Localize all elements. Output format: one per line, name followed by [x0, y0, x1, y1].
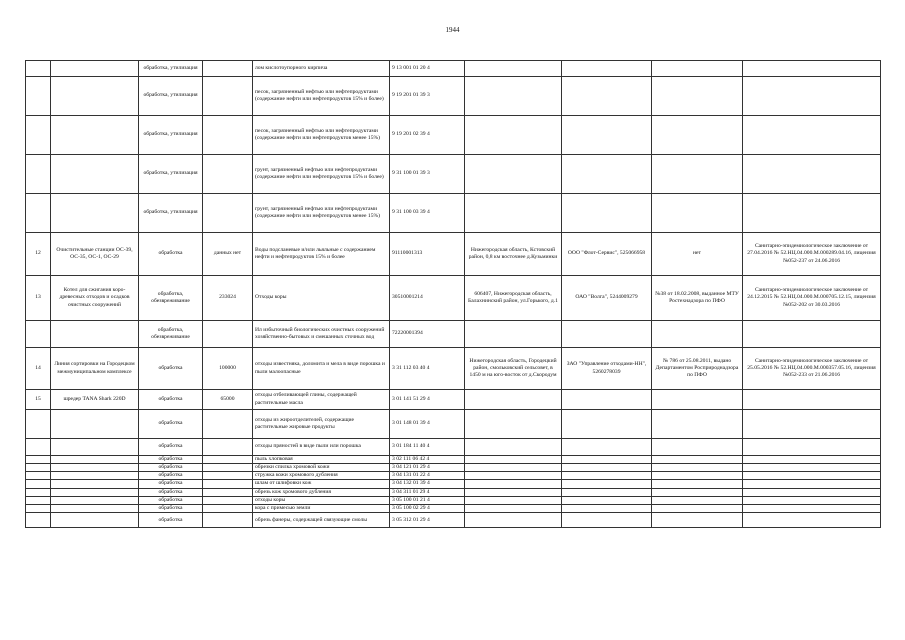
facility-address-cell: [465, 472, 562, 480]
waste-name-cell: песок, загрязненный нефтью или нефтепродуктами (содержание нефти или нефтепродуктов 15% и более): [253, 77, 390, 116]
facility-address-cell: [465, 504, 562, 512]
sanitary-conclusion-cell: [743, 77, 881, 116]
sanitary-conclusion-cell: [743, 488, 881, 496]
facility-address-cell: [465, 496, 562, 504]
sanitary-conclusion-cell: [743, 504, 881, 512]
facility-address-cell: [465, 390, 562, 410]
site-code-cell: [203, 61, 253, 77]
license-info-cell: №38 от 18.02.2008, выданное МТУ Ростехнадзора по ПФО: [652, 276, 743, 321]
site-code-cell: данных нет: [203, 233, 253, 276]
license-info-cell: [652, 155, 743, 194]
row-number-cell: [26, 496, 51, 504]
facility-object-cell: [51, 480, 139, 488]
sanitary-conclusion-cell: [743, 513, 881, 528]
site-code-cell: 233024: [203, 276, 253, 321]
site-code-cell: [203, 513, 253, 528]
sanitary-conclusion-cell: [743, 410, 881, 439]
activity-type-cell: обработка: [139, 488, 203, 496]
site-code-cell: [203, 439, 253, 456]
sanitary-conclusion-cell: [743, 61, 881, 77]
facility-address-cell: Нижегородская область, Городецкий район, смольковский сельсовет, в 1450 м на юго-восток от д.Скородум: [465, 348, 562, 390]
table-row: [26, 116, 881, 155]
waste-name-cell: отходы пряностей в виде пыли или порошка: [253, 439, 390, 456]
site-code-cell: [203, 155, 253, 194]
waste-name-cell: Воды подсланевые и/или льяльные с содержанием нефти и нефтепродуктов 15% и более: [253, 233, 390, 276]
table-row: [26, 439, 881, 456]
site-code-cell: [203, 194, 253, 233]
row-number-cell: [26, 194, 51, 233]
facility-object-cell: [51, 464, 139, 472]
waste-name-cell: обрезки спилка хромовой кожи: [253, 464, 390, 472]
facility-address-cell: [465, 439, 562, 456]
facility-address-cell: [465, 61, 562, 77]
license-info-cell: [652, 61, 743, 77]
table-row: [26, 194, 881, 233]
license-info-cell: [652, 488, 743, 496]
license-info-cell: [652, 390, 743, 410]
activity-type-cell: обработка: [139, 233, 203, 276]
operator-inn-cell: [562, 513, 652, 528]
facility-object-cell: [51, 439, 139, 456]
activity-type-cell: обработка: [139, 456, 203, 464]
license-info-cell: нет: [652, 233, 743, 276]
row-number-cell: 12: [26, 233, 51, 276]
row-number-cell: [26, 439, 51, 456]
facility-object-cell: [51, 116, 139, 155]
facility-address-cell: [465, 456, 562, 464]
sanitary-conclusion-cell: [743, 439, 881, 456]
row-number-cell: [26, 116, 51, 155]
row-number-cell: [26, 472, 51, 480]
waste-name-cell: отходы известняка, доломита и мела в виде порошка и пыли малоопасные: [253, 348, 390, 390]
row-number-cell: [26, 488, 51, 496]
license-info-cell: [652, 116, 743, 155]
license-info-cell: [652, 456, 743, 464]
site-code-cell: [203, 488, 253, 496]
row-number-cell: [26, 155, 51, 194]
table-row: [26, 155, 881, 194]
operator-inn-cell: [562, 77, 652, 116]
table-row: [26, 488, 881, 496]
waste-name-cell: шлам от шлифовки кож: [253, 480, 390, 488]
site-code-cell: [203, 464, 253, 472]
operator-inn-cell: [562, 472, 652, 480]
facility-address-cell: [465, 464, 562, 472]
license-info-cell: [652, 472, 743, 480]
facility-address-cell: 606407, Нижегородская область, Балахнинский район, ул.Горького, д.1: [465, 276, 562, 321]
license-info-cell: [652, 439, 743, 456]
activity-type-cell: обработка: [139, 348, 203, 390]
facility-object-cell: [51, 472, 139, 480]
operator-inn-cell: ОАО "Волга", 5244009279: [562, 276, 652, 321]
activity-type-cell: обработка: [139, 496, 203, 504]
waste-name-cell: пыль хлопковая: [253, 456, 390, 464]
fkko-code-cell: 3 04 131 01 22 4: [390, 472, 465, 480]
activity-type-cell: обработка, утилизация: [139, 61, 203, 77]
waste-name-cell: Отходы коры: [253, 276, 390, 321]
waste-name-cell: Ил избыточный биологических очистных сооружений хозяйственно-бытовых и смешанных сточных вод: [253, 321, 390, 348]
sanitary-conclusion-cell: [743, 496, 881, 504]
activity-type-cell: обработка: [139, 504, 203, 512]
activity-type-cell: обработка: [139, 480, 203, 488]
facility-object-cell: [51, 488, 139, 496]
fkko-code-cell: 3 05 312 01 29 4: [390, 513, 465, 528]
table-row: [26, 456, 881, 464]
facility-object-cell: шредер TANA Shark 220D: [51, 390, 139, 410]
facility-object-cell: [51, 155, 139, 194]
sanitary-conclusion-cell: [743, 116, 881, 155]
waste-name-cell: обрезь фанеры, содержащей связующие смолы: [253, 513, 390, 528]
table-row: [26, 77, 881, 116]
table-row: [26, 472, 881, 480]
table-row: [26, 496, 881, 504]
activity-type-cell: обработка, утилизация: [139, 77, 203, 116]
table-row: [26, 321, 881, 348]
waste-facility-table: [25, 60, 881, 528]
operator-inn-cell: [562, 488, 652, 496]
sanitary-conclusion-cell: [743, 194, 881, 233]
facility-address-cell: Нижегородская область, Кстовский район, 0,8 км восточнее д.Кузьминки: [465, 233, 562, 276]
row-number-cell: [26, 410, 51, 439]
row-number-cell: 14: [26, 348, 51, 390]
waste-name-cell: обрезь кож хромового дубления: [253, 488, 390, 496]
table-row: [26, 410, 881, 439]
activity-type-cell: обработка: [139, 390, 203, 410]
fkko-code-cell: 9 31 100 03 39 4: [390, 194, 465, 233]
sanitary-conclusion-cell: [743, 155, 881, 194]
facility-address-cell: [465, 77, 562, 116]
sanitary-conclusion-cell: Санитарно-эпидемиологическое заключение от 27.04.2016 № 52.НЦ.04.000.М.000289.04.16, лицензия №052-237 от 24.06.2016: [743, 233, 881, 276]
fkko-code-cell: 3 04 121 01 29 4: [390, 464, 465, 472]
facility-object-cell: [51, 496, 139, 504]
page-number: 1944: [445, 26, 460, 34]
facility-address-cell: [465, 155, 562, 194]
facility-object-cell: Линия сортировки на Городецком межмуниципальном комплексе: [51, 348, 139, 390]
row-number-cell: [26, 480, 51, 488]
operator-inn-cell: [562, 116, 652, 155]
fkko-code-cell: 3 05 100 01 21 4: [390, 496, 465, 504]
facility-object-cell: [51, 456, 139, 464]
fkko-code-cell: 9 19 201 02 39 4: [390, 116, 465, 155]
fkko-code-cell: 9 19 201 01 39 3: [390, 77, 465, 116]
sanitary-conclusion-cell: [743, 390, 881, 410]
license-info-cell: № 786 от 25.08.2011, выдано Департаментом Росприроднадзора по ПФО: [652, 348, 743, 390]
fkko-code-cell: 3 01 148 01 39 4: [390, 410, 465, 439]
operator-inn-cell: [562, 480, 652, 488]
facility-object-cell: [51, 504, 139, 512]
site-code-cell: [203, 480, 253, 488]
waste-name-cell: отходы отбеливающей глины, содержащей растительные масла: [253, 390, 390, 410]
facility-object-cell: [51, 194, 139, 233]
activity-type-cell: обработка, утилизация: [139, 116, 203, 155]
sanitary-conclusion-cell: [743, 480, 881, 488]
sanitary-conclusion-cell: [743, 321, 881, 348]
site-code-cell: 100000: [203, 348, 253, 390]
activity-type-cell: обработка: [139, 439, 203, 456]
row-number-cell: [26, 464, 51, 472]
waste-name-cell: лом кислотоупорного кирпича: [253, 61, 390, 77]
facility-object-cell: Очистительные станции ОС-39, ОС-35, ОС-1, ОС-29: [51, 233, 139, 276]
table-row: [26, 233, 881, 276]
operator-inn-cell: [562, 439, 652, 456]
site-code-cell: 65000: [203, 390, 253, 410]
table-row: [26, 504, 881, 512]
row-number-cell: 13: [26, 276, 51, 321]
operator-inn-cell: [562, 410, 652, 439]
operator-inn-cell: ЗАО "Управление отходами-НН", 5260278039: [562, 348, 652, 390]
facility-address-cell: [465, 513, 562, 528]
table-row: [26, 513, 881, 528]
table-row: [26, 276, 881, 321]
waste-name-cell: кора с примесью земли: [253, 504, 390, 512]
facility-address-cell: [465, 194, 562, 233]
fkko-code-cell: 3 01 184 11 40 4: [390, 439, 465, 456]
license-info-cell: [652, 513, 743, 528]
operator-inn-cell: [562, 504, 652, 512]
operator-inn-cell: [562, 456, 652, 464]
sanitary-conclusion-cell: Санитарно-эпидемиологическое заключение от 25.05.2016 № 52.НЦ.04.000.М.000357.05.16, лицензия №052-233 от 21.06.2016: [743, 348, 881, 390]
sanitary-conclusion-cell: [743, 456, 881, 464]
fkko-code-cell: 9 13 001 01 20 4: [390, 61, 465, 77]
license-info-cell: [652, 410, 743, 439]
table-row: [26, 464, 881, 472]
site-code-cell: [203, 456, 253, 464]
table-row: [26, 61, 881, 77]
license-info-cell: [652, 504, 743, 512]
sanitary-conclusion-cell: [743, 464, 881, 472]
fkko-code-cell: 3 05 100 02 29 4: [390, 504, 465, 512]
license-info-cell: [652, 321, 743, 348]
row-number-cell: [26, 61, 51, 77]
table-row: [26, 390, 881, 410]
facility-object-cell: [51, 77, 139, 116]
license-info-cell: [652, 496, 743, 504]
table-row: [26, 348, 881, 390]
waste-name-cell: стружка кожи хромового дубления: [253, 472, 390, 480]
activity-type-cell: обработка: [139, 513, 203, 528]
activity-type-cell: обработка, обезвреживание: [139, 276, 203, 321]
site-code-cell: [203, 410, 253, 439]
license-info-cell: [652, 77, 743, 116]
operator-inn-cell: [562, 496, 652, 504]
waste-name-cell: песок, загрязненный нефтью или нефтепродуктами (содержание нефти или нефтепродуктов менее 15%): [253, 116, 390, 155]
operator-inn-cell: [562, 464, 652, 472]
operator-inn-cell: ООО "Флот-Сервис", 525066958: [562, 233, 652, 276]
activity-type-cell: обработка: [139, 472, 203, 480]
license-info-cell: [652, 194, 743, 233]
fkko-code-cell: 3 04 132 01 39 4: [390, 480, 465, 488]
facility-object-cell: [51, 61, 139, 77]
fkko-code-cell: 91110001313: [390, 233, 465, 276]
activity-type-cell: обработка, утилизация: [139, 194, 203, 233]
sanitary-conclusion-cell: [743, 472, 881, 480]
operator-inn-cell: [562, 61, 652, 77]
table-row: [26, 480, 881, 488]
operator-inn-cell: [562, 321, 652, 348]
facility-address-cell: [465, 116, 562, 155]
operator-inn-cell: [562, 155, 652, 194]
activity-type-cell: обработка, обезвреживание: [139, 321, 203, 348]
activity-type-cell: обработка: [139, 464, 203, 472]
row-number-cell: [26, 77, 51, 116]
facility-address-cell: [465, 410, 562, 439]
waste-name-cell: грунт, загрязненный нефтью или нефтепродуктами (содержание нефти или нефтепродуктов 15% и более): [253, 155, 390, 194]
row-number-cell: [26, 321, 51, 348]
activity-type-cell: обработка: [139, 410, 203, 439]
row-number-cell: [26, 513, 51, 528]
fkko-code-cell: 3 02 111 06 42 4: [390, 456, 465, 464]
facility-object-cell: [51, 410, 139, 439]
row-number-cell: 15: [26, 390, 51, 410]
site-code-cell: [203, 496, 253, 504]
site-code-cell: [203, 321, 253, 348]
license-info-cell: [652, 480, 743, 488]
fkko-code-cell: 9 31 100 01 39 3: [390, 155, 465, 194]
site-code-cell: [203, 77, 253, 116]
license-info-cell: [652, 464, 743, 472]
waste-name-cell: отходы коры: [253, 496, 390, 504]
facility-object-cell: [51, 513, 139, 528]
sanitary-conclusion-cell: Санитарно-эпидемиологическое заключение от 24.12.2015 № 52.НЦ.04.000.М.000705.12.15, лицензия №052-202 от 30.03.2016: [743, 276, 881, 321]
facility-address-cell: [465, 488, 562, 496]
waste-name-cell: грунт, загрязненный нефтью или нефтепродуктами (содержание нефти или нефтепродуктов менее 15%): [253, 194, 390, 233]
fkko-code-cell: 3 04 311 01 29 4: [390, 488, 465, 496]
site-code-cell: [203, 116, 253, 155]
facility-address-cell: [465, 480, 562, 488]
fkko-code-cell: 30510001214: [390, 276, 465, 321]
fkko-code-cell: 3 31 112 03 40 4: [390, 348, 465, 390]
activity-type-cell: обработка, утилизация: [139, 155, 203, 194]
site-code-cell: [203, 504, 253, 512]
fkko-code-cell: 72220001394: [390, 321, 465, 348]
facility-object-cell: Котел для сжигания коро-древесных отходов и осадков очистных сооружений: [51, 276, 139, 321]
site-code-cell: [203, 472, 253, 480]
fkko-code-cell: 3 01 141 51 29 4: [390, 390, 465, 410]
waste-name-cell: отходы из жироотделителей, содержащие растительные жировые продукты: [253, 410, 390, 439]
row-number-cell: [26, 504, 51, 512]
row-number-cell: [26, 456, 51, 464]
operator-inn-cell: [562, 390, 652, 410]
facility-address-cell: [465, 321, 562, 348]
facility-object-cell: [51, 321, 139, 348]
operator-inn-cell: [562, 194, 652, 233]
